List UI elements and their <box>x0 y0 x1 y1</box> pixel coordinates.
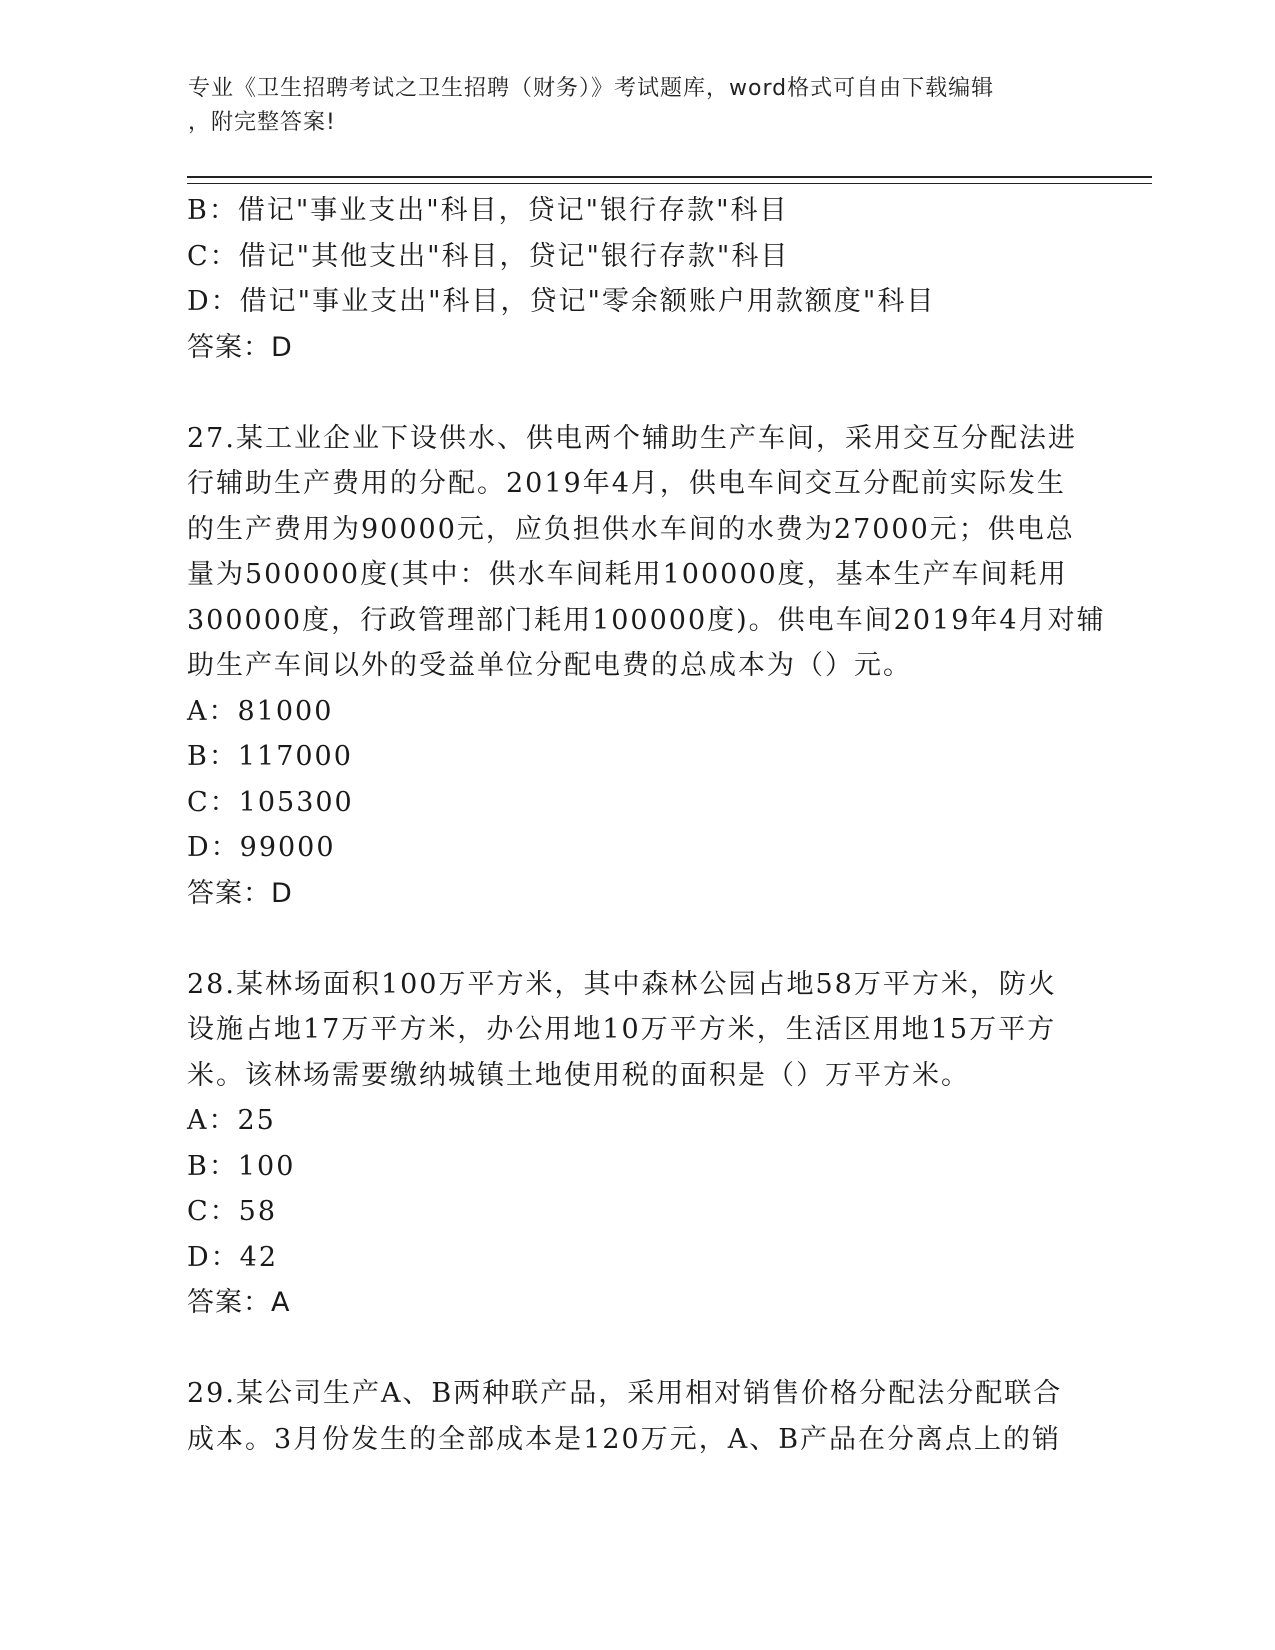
option-d: D：42 <box>187 1241 279 1273</box>
answer-text: 答案：D <box>187 877 293 909</box>
question-stem-line: 量为500000度(其中：供水车间耗用100000度，基本生产车间耗用 <box>187 559 1068 590</box>
question-27 <box>187 416 1106 917</box>
question-stem-line: 300000度，行政管理部门耗用100000度)。供电车间2019年4月对辅 <box>187 604 1106 636</box>
answer-text: 答案：A <box>187 1287 291 1318</box>
document-body <box>187 188 1106 1462</box>
question-stem-line: 29.某公司生产A、B两种联产品，采用相对销售价格分配法分配联合 <box>187 1378 1063 1409</box>
option-b: B：100 <box>187 1150 296 1182</box>
question-29 <box>187 1371 1087 1462</box>
spacer <box>187 370 1087 416</box>
option-b: B：借记"事业支出"科目，贷记"银行存款"科目 <box>187 195 789 226</box>
option-c: C：借记"其他支出"科目，贷记"银行存款"科目 <box>187 240 790 272</box>
question-stem-line: 成本。3月份发生的全部成本是120万元，A、B产品在分离点上的销 <box>187 1423 1062 1455</box>
question-stem-line: 行辅助生产费用的分配。2019年4月，供电车间交互分配前实际发生 <box>187 468 1066 499</box>
question-stem-line: 的生产费用为90000元，应负担供水车间的水费为27000元；供电总 <box>187 513 1075 545</box>
question-stem-line: 助生产车间以外的受益单位分配电费的总成本为（）元。 <box>187 650 912 681</box>
spacer <box>187 916 1087 962</box>
question-26-continuation <box>187 188 1087 370</box>
option-c: C：105300 <box>187 786 354 818</box>
option-d: D：借记"事业支出"科目，贷记"零余额账户用款额度"科目 <box>187 286 936 317</box>
document-header <box>188 72 1068 140</box>
option-d: D：99000 <box>187 832 336 863</box>
header-divider-thin <box>187 183 1152 184</box>
question-stem-line: 27.某工业企业下设供水、供电两个辅助生产车间，采用交互分配法进 <box>187 422 1077 454</box>
question-stem-line: 米。该林场需要缴纳城镇土地使用税的面积是（）万平方米。 <box>187 1059 970 1091</box>
header-line-1: 专业《卫生招聘考试之卫生招聘（财务）》考试题库，word格式可自由下载编辑 <box>188 76 995 101</box>
question-stem-line: 28.某林场面积100万平方米，其中森林公园占地58万平方米，防火 <box>187 968 1057 1000</box>
option-c: C：58 <box>187 1196 278 1227</box>
question-stem-line: 设施占地17万平方米，办公用地10万平方米，生活区用地15万平方 <box>187 1014 1057 1045</box>
header-divider-thick <box>187 176 1152 178</box>
option-b: B：117000 <box>187 741 353 772</box>
spacer <box>187 1326 1087 1372</box>
option-a: A：81000 <box>187 695 334 727</box>
question-28 <box>187 962 1087 1326</box>
option-a: A：25 <box>187 1105 276 1136</box>
answer-text: 答案：D <box>187 331 293 363</box>
header-line-2: ，附完整答案! <box>188 110 336 135</box>
